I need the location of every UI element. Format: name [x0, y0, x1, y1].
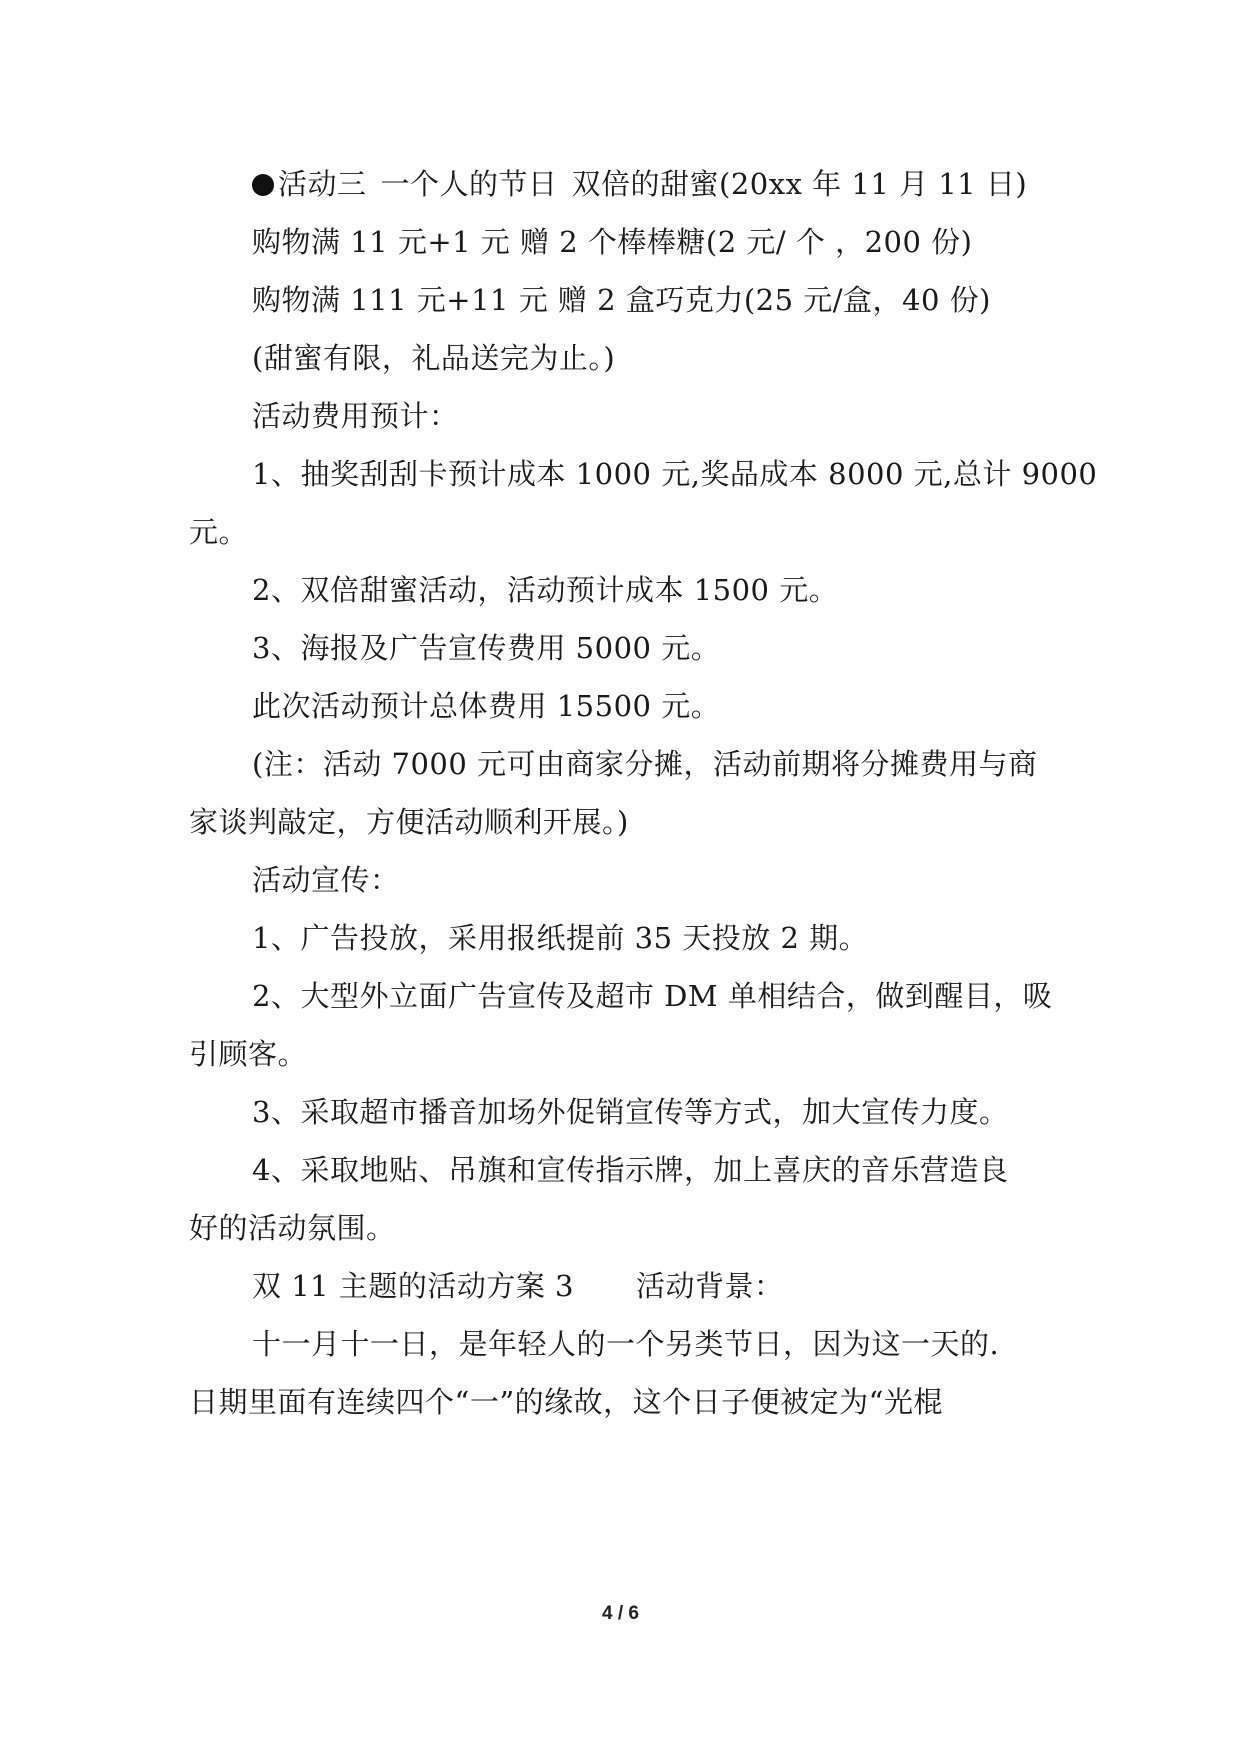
activity-three-heading — [252, 164, 1027, 204]
cost-item-3: 3、海报及广告宣传费用 5000 元。 — [252, 631, 721, 665]
promotion-item-2-line-1: 2、大型外立面广告宣传及超市 DM 单相结合，做到醒目，吸 — [252, 979, 1053, 1013]
offer-line-1: 购物满 11 元+1 元 赠 2 个棒棒糖(2 元/ 个 ，200 份) — [252, 225, 973, 259]
cost-note-line-1: (注：活动 7000 元可由商家分摊，活动前期将分摊费用与商 — [252, 747, 1038, 781]
cost-item-1-line-2: 元。 — [189, 515, 249, 549]
background-heading: 活动背景： — [636, 1269, 784, 1303]
cost-item-1-line-1: 1、抽奖刮刮卡预计成本 1000 元,奖品成本 8000 元,总计 9000 — [252, 457, 1098, 491]
activity-three-label: 活动三 — [278, 167, 367, 201]
activity-three-subtitle: 一个人的节日 — [380, 167, 558, 201]
cost-heading: 活动费用预计： — [252, 399, 459, 433]
background-line-1: 十一月十一日，是年轻人的一个另类节日，因为这一天的. — [252, 1327, 1000, 1361]
promotion-item-4-line-1: 4、采取地贴、吊旗和宣传指示牌，加上喜庆的音乐营造良 — [252, 1153, 1009, 1187]
activity-three-date: 双倍的甜蜜(20xx 年 11 月 11 日) — [571, 167, 1028, 201]
page-number: 4 / 6 — [602, 1603, 639, 1624]
promotion-item-3: 3、采取超市播音加场外促销宣传等方式，加大宣传力度。 — [252, 1095, 1009, 1129]
promotion-heading: 活动宣传： — [252, 863, 400, 897]
promotion-item-2-line-2: 引顾客。 — [189, 1037, 308, 1071]
offer-line-2: 购物满 111 元+11 元 赠 2 盒巧克力(25 元/盒，40 份) — [252, 283, 991, 317]
offer-note: (甜蜜有限，礼品送完为止。) — [252, 341, 616, 375]
promotion-item-1: 1、广告投放，采用报纸提前 35 天投放 2 期。 — [252, 921, 869, 955]
cost-note-line-2: 家谈判敲定，方便活动顺利开展。) — [189, 805, 629, 839]
bullet-icon — [252, 174, 274, 196]
promotion-item-4-line-2: 好的活动氛围。 — [189, 1211, 396, 1245]
plan-three-heading — [252, 1266, 784, 1306]
background-line-2: 日期里面有连续四个“一”的缘故，这个日子便被定为“光棍 — [189, 1385, 943, 1419]
cost-item-2: 2、双倍甜蜜活动，活动预计成本 1500 元。 — [252, 573, 839, 607]
cost-total: 此次活动预计总体费用 15500 元。 — [252, 689, 721, 723]
plan-three-title: 双 11 主题的活动方案 3 — [252, 1269, 575, 1303]
